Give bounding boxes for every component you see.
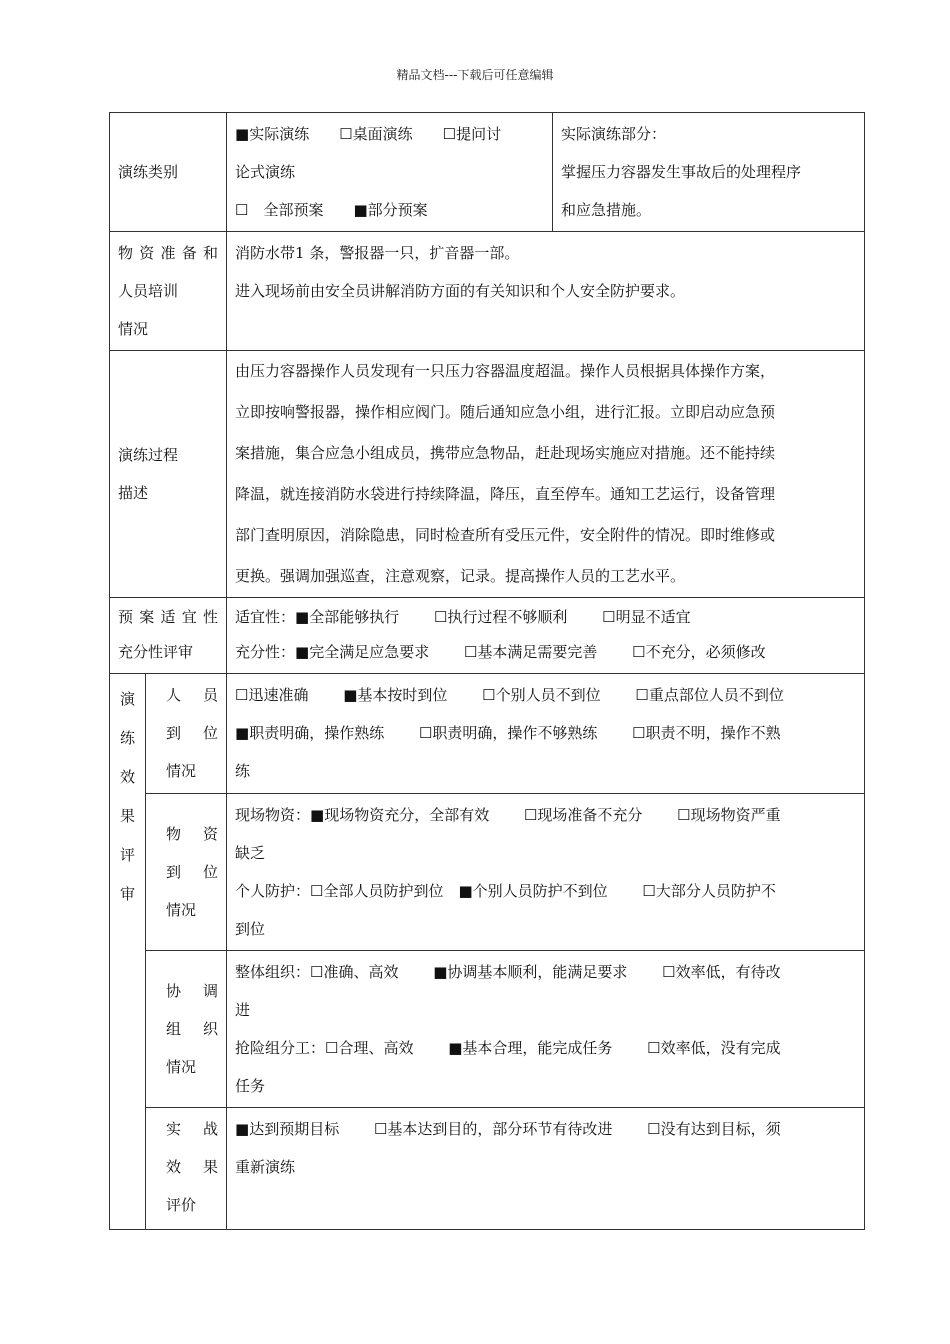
- materials-line: 到位: [235, 920, 266, 938]
- preparation-content: [227, 232, 865, 351]
- drill-type-desc-line3: 和应急措施。: [561, 201, 652, 219]
- drill-type-desc-line2: 掌握压力容器发生事故后的处理程序: [561, 163, 802, 181]
- row-process: [110, 351, 865, 598]
- preparation-label-line2: 人员培训: [118, 282, 179, 300]
- materials-line: 现场物资：■现场物资充分，全部有效 ☐现场准备不充分 ☐现场物资严重: [235, 806, 781, 824]
- preparation-line1: 消防水带1 条，警报器一只，扩音器一部。: [235, 244, 520, 262]
- suitability-content: [227, 598, 865, 674]
- suitability-label-line1: 预案适宜性: [118, 608, 219, 626]
- materials-label-line: 到 位: [166, 863, 219, 881]
- preparation-label-line3: 情况: [118, 320, 149, 338]
- row-personnel: [110, 674, 865, 794]
- drill-type-option-line1: ■实际演练 ☐桌面演练 ☐提问讨: [235, 125, 502, 143]
- suitability-line: 适宜性：■全部能够执行 ☐执行过程不够顺利 ☐明显不适宜: [235, 608, 691, 626]
- preparation-line2: 进入现场前由安全员讲解消防方面的有关知识和个人安全防护要求。: [235, 282, 686, 300]
- preparation-label-line1: 物资准备和: [118, 244, 219, 262]
- coordination-line: 任务: [235, 1077, 266, 1095]
- row-coordination: [110, 951, 865, 1108]
- coordination-line: 进: [235, 1001, 251, 1019]
- row-preparation: [110, 232, 865, 351]
- personnel-line: ■职责明确，操作熟练 ☐职责明确，操作不够熟练 ☐职责不明，操作不熟: [235, 724, 781, 742]
- effect-label-char: 审: [119, 885, 135, 903]
- drill-type-option-line2: 论式演练: [235, 163, 296, 181]
- drill-record-table: [109, 112, 865, 1230]
- materials-line: 个人防护：☐全部人员防护到位 ■个别人员防护不到位 ☐大部分人员防护不: [235, 882, 776, 900]
- combat-label: [146, 1108, 227, 1230]
- row-combat-effect: [110, 1108, 865, 1230]
- process-line: 更换。强调加强巡查，注意观察，记录。提高操作人员的工艺水平。: [235, 567, 686, 585]
- coordination-label-line: 组 织: [166, 1020, 219, 1038]
- process-line: 案措施，集合应急小组成员，携带应急物品，赶赴现场实施应对措施。还不能持续: [235, 444, 776, 462]
- effect-review-label: [110, 674, 146, 1230]
- combat-line: 重新演练: [235, 1158, 296, 1176]
- coordination-label-line: 协 调: [166, 982, 219, 1000]
- effect-label-char: 演: [119, 690, 135, 708]
- coordination-line: 抢险组分工：☐合理、高效 ■基本合理，能完成任务 ☐效率低，没有完成: [235, 1039, 781, 1057]
- process-label-line2: 描述: [118, 484, 149, 502]
- effect-label-char: 评: [119, 846, 135, 864]
- materials-line: 缺乏: [235, 844, 266, 862]
- personnel-label-line: 情况: [166, 762, 197, 780]
- coordination-label-line: 情况: [166, 1058, 197, 1076]
- drill-type-desc-line1: 实际演练部分：: [561, 125, 667, 143]
- personnel-label-line: 到 位: [166, 724, 219, 742]
- materials-content: [227, 794, 865, 951]
- personnel-label: [146, 674, 227, 794]
- drill-type-description: [553, 113, 865, 232]
- materials-label-line: 情况: [166, 901, 197, 919]
- preparation-label: [110, 232, 227, 351]
- drill-type-options: [227, 113, 553, 232]
- effect-label-char: 效: [119, 768, 135, 786]
- process-label-line1: 演练过程: [118, 446, 179, 464]
- coordination-label: [146, 951, 227, 1108]
- process-line: 部门查明原因，消除隐患，同时检查所有受压元件，安全附件的情况。即时维修或: [235, 526, 776, 544]
- adequacy-line: 充分性：■完全满足应急要求 ☐基本满足需要完善 ☐不充分，必须修改: [235, 643, 766, 661]
- materials-label: [146, 794, 227, 951]
- combat-content: [227, 1108, 865, 1230]
- combat-label-line: 效 果: [166, 1158, 219, 1176]
- personnel-label-line: 人 员: [166, 686, 219, 704]
- process-label: [110, 351, 227, 598]
- row-drill-type: [110, 113, 865, 232]
- process-content: [227, 351, 865, 598]
- suitability-label-line2: 充分性评审: [118, 643, 194, 661]
- combat-line: ■达到预期目标 ☐基本达到目的，部分环节有待改进 ☐没有达到目标，须: [235, 1120, 781, 1138]
- row-suitability: [110, 598, 865, 674]
- combat-label-line: 实 战: [166, 1120, 219, 1138]
- combat-label-line: 评价: [166, 1196, 197, 1214]
- personnel-line: ☐迅速准确 ■基本按时到位 ☐个别人员不到位 ☐重点部位人员不到位: [235, 686, 784, 704]
- suitability-label: [110, 598, 227, 674]
- process-line: 立即按响警报器，操作相应阀门。随后通知应急小组，进行汇报。立即启动应急预: [235, 403, 776, 421]
- row-materials: [110, 794, 865, 951]
- process-line: 降温，就连接消防水袋进行持续降温，降压，直至停车。通知工艺运行，设备管理: [235, 485, 776, 503]
- personnel-content: [227, 674, 865, 794]
- effect-label-char: 练: [119, 729, 135, 747]
- effect-label-char: 果: [119, 807, 135, 825]
- process-line: 由压力容器操作人员发现有一只压力容器温度超温。操作人员根据具体操作方案，: [235, 362, 776, 380]
- drill-type-label: 演练类别: [110, 113, 227, 232]
- drill-type-option-line3: ☐ 全部预案 ■部分预案: [235, 201, 428, 219]
- page-header: 精品文档---下载后可任意编辑: [396, 68, 554, 82]
- coordination-content: [227, 951, 865, 1108]
- coordination-line: 整体组织：☐准确、高效 ■协调基本顺利，能满足要求 ☐效率低，有待改: [235, 963, 781, 981]
- materials-label-line: 物 资: [166, 825, 219, 843]
- personnel-line: 练: [235, 762, 251, 780]
